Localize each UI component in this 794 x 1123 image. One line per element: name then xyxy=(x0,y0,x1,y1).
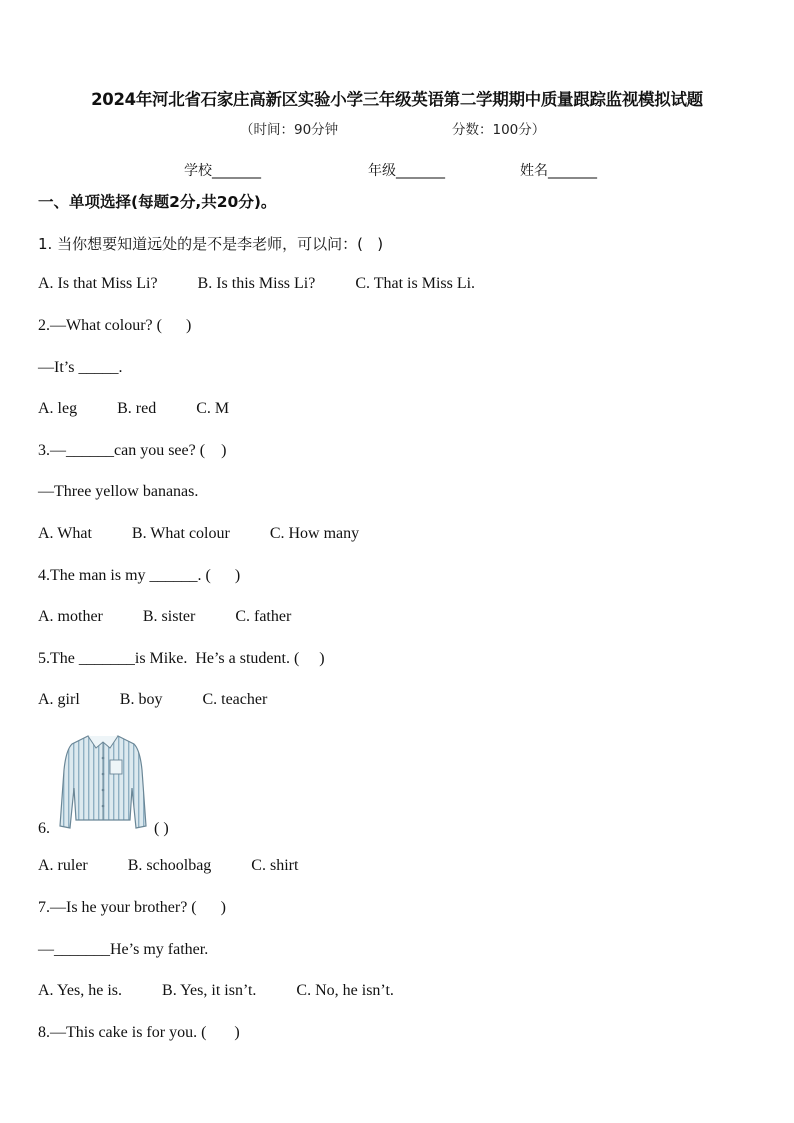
exam-score: 分数：100分） xyxy=(452,122,546,138)
question-6-blank: ( ) xyxy=(154,820,169,837)
section-heading: 一、单项选择(每题2分,共20分)。 xyxy=(38,193,277,211)
question-4-stem: 4.The man is my ______. ( ) xyxy=(38,567,241,584)
question-7-options: A. Yes, he is. B. Yes, it isn’t. C. No, he isn’t. xyxy=(38,982,394,999)
question-3-options: A. What B. What colour C. How many xyxy=(38,525,360,542)
question-6-number: 6. xyxy=(38,820,50,837)
question-2-options: A. leg B. red C. M xyxy=(38,400,230,417)
exam-time: （时间：90分钟 xyxy=(240,122,339,138)
question-1-options: A. Is that Miss Li? B. Is this Miss Li? C. That is Miss Li. xyxy=(38,275,476,292)
question-3-answer-line: —Three yellow bananas. xyxy=(38,483,199,500)
question-3-stem: 3.—______can you see? ( ) xyxy=(38,442,227,459)
name-field: 姓名_______ xyxy=(520,163,597,179)
question-7-stem: 7.—Is he your brother? ( ) xyxy=(38,899,226,916)
question-7-answer-line: —_______He’s my father. xyxy=(38,941,209,958)
school-field: 学校_______ xyxy=(184,163,261,179)
question-5-options: A. girl B. boy C. teacher xyxy=(38,691,268,708)
question-4-options: A. mother B. sister C. father xyxy=(38,608,292,625)
exam-title: 2024年河北省石家庄高新区实验小学三年级英语第二学期期中质量跟踪监视模拟试题 xyxy=(91,90,703,109)
question-8-stem: 8.—This cake is for you. ( ) xyxy=(38,1024,240,1041)
shirt-image xyxy=(58,730,148,834)
question-5-stem: 5.The _______is Mike. He’s a student. ( ) xyxy=(38,650,325,667)
grade-field: 年级_______ xyxy=(368,163,445,179)
question-6-options: A. ruler B. schoolbag C. shirt xyxy=(38,857,299,874)
question-2-answer-line: —It’s _____. xyxy=(38,359,123,376)
question-2-stem: 2.—What colour? ( ) xyxy=(38,317,192,334)
question-1-stem: 1. 当你想要知道远处的是不是李老师，可以问：( ) xyxy=(38,235,384,253)
